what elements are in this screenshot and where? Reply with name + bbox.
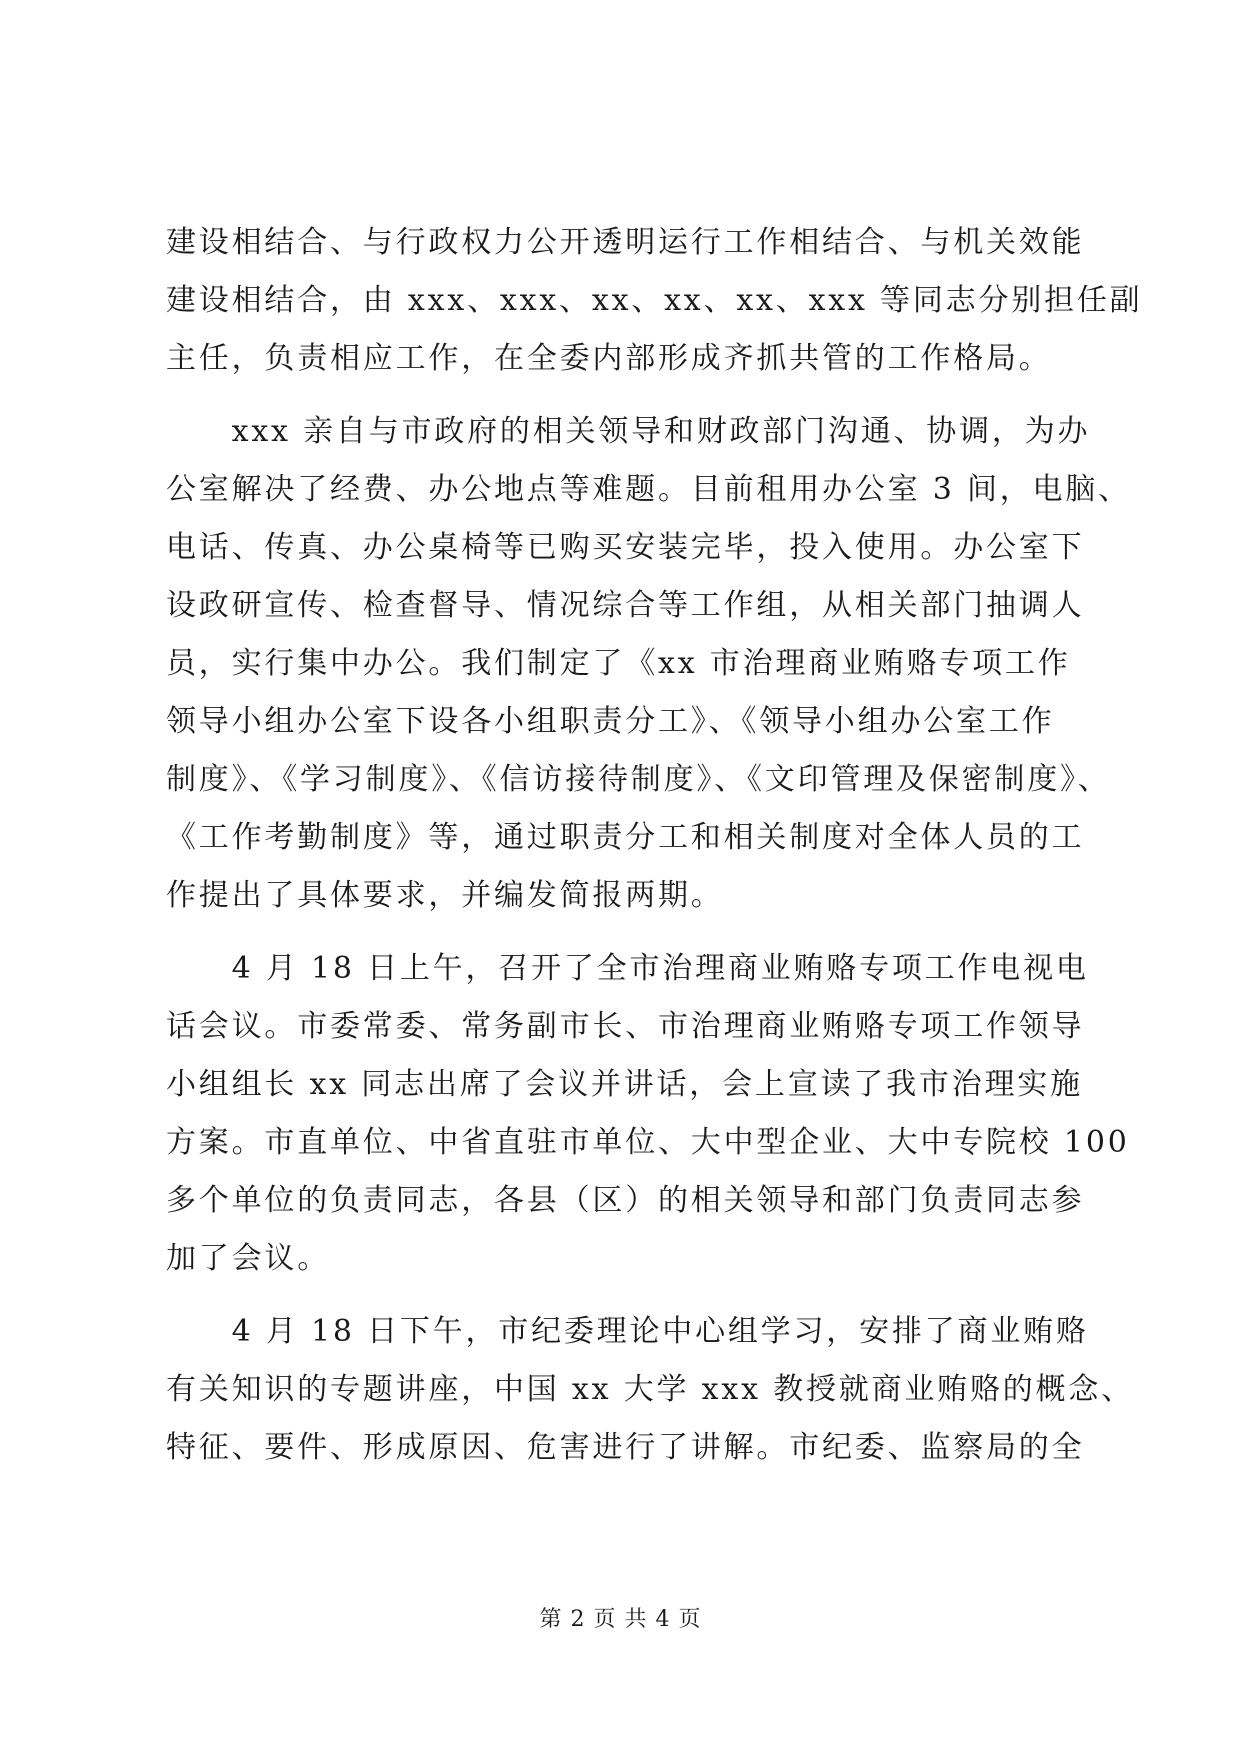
text-line: 制度》、《学习制度》、《信访接待制度》、《文印管理及保密制度》、	[166, 762, 1111, 797]
text-line: 小组组长 xx 同志出席了会议并讲话，会上宣读了我市治理实施	[166, 1067, 1083, 1102]
text-line: 加了会议。	[166, 1241, 330, 1276]
paragraph-start-line: 4 月 18 日上午，召开了全市治理商业贿赂专项工作电视电	[166, 951, 1089, 986]
text-line: 建设相结合、与行政权力公开透明运行工作相结合、与机关效能	[166, 225, 1085, 260]
text-line: 领导小组办公室下设各小组职责分工》、《领导小组办公室工作	[166, 704, 1055, 739]
text-line: 多个单位的负责同志，各县（区）的相关领导和部门负责同志参	[166, 1183, 1085, 1218]
text-line: 《工作考勤制度》等，通过职责分工和相关制度对全体人员的工	[166, 820, 1085, 855]
text-line: 建设相结合，由 xxx、xxx、xx、xx、xx、xxx 等同志分别担任副	[166, 283, 1143, 318]
paragraph-start-line: 4 月 18 日下午，市纪委理论中心组学习，安排了商业贿赂	[166, 1314, 1089, 1349]
text-line: 作提出了具体要求，并编发简报两期。	[166, 878, 724, 913]
text-line: 电话、传真、办公桌椅等已购买安装完毕，投入使用。办公室下	[166, 530, 1085, 565]
page-number-footer: 第 2 页 共 4 页	[539, 1607, 702, 1632]
text-line: 员，实行集中办公。我们制定了《xx 市治理商业贿赂专项工作	[166, 646, 1071, 681]
text-line: 公室解决了经费、办公地点等难题。目前租用办公室 3 间，电脑、	[166, 472, 1131, 507]
paragraph-start-line: xxx 亲自与市政府的相关领导和财政部门沟通、协调，为办	[166, 414, 1091, 449]
text-line: 主任，负责相应工作，在全委内部形成齐抓共管的工作格局。	[166, 341, 1052, 376]
text-line: 话会议。市委常委、常务副市长、市治理商业贿赂专项工作领导	[166, 1009, 1085, 1044]
text-line: 有关知识的专题讲座，中国 xx 大学 xxx 教授就商业贿赂的概念、	[166, 1372, 1134, 1407]
text-line: 设政研宣传、检查督导、情况综合等工作组，从相关部门抽调人	[166, 588, 1085, 623]
text-line: 特征、要件、形成原因、危害进行了讲解。市纪委、监察局的全	[166, 1430, 1085, 1465]
text-line: 方案。市直单位、中省直驻市单位、大中型企业、大中专院校 100	[166, 1125, 1130, 1160]
